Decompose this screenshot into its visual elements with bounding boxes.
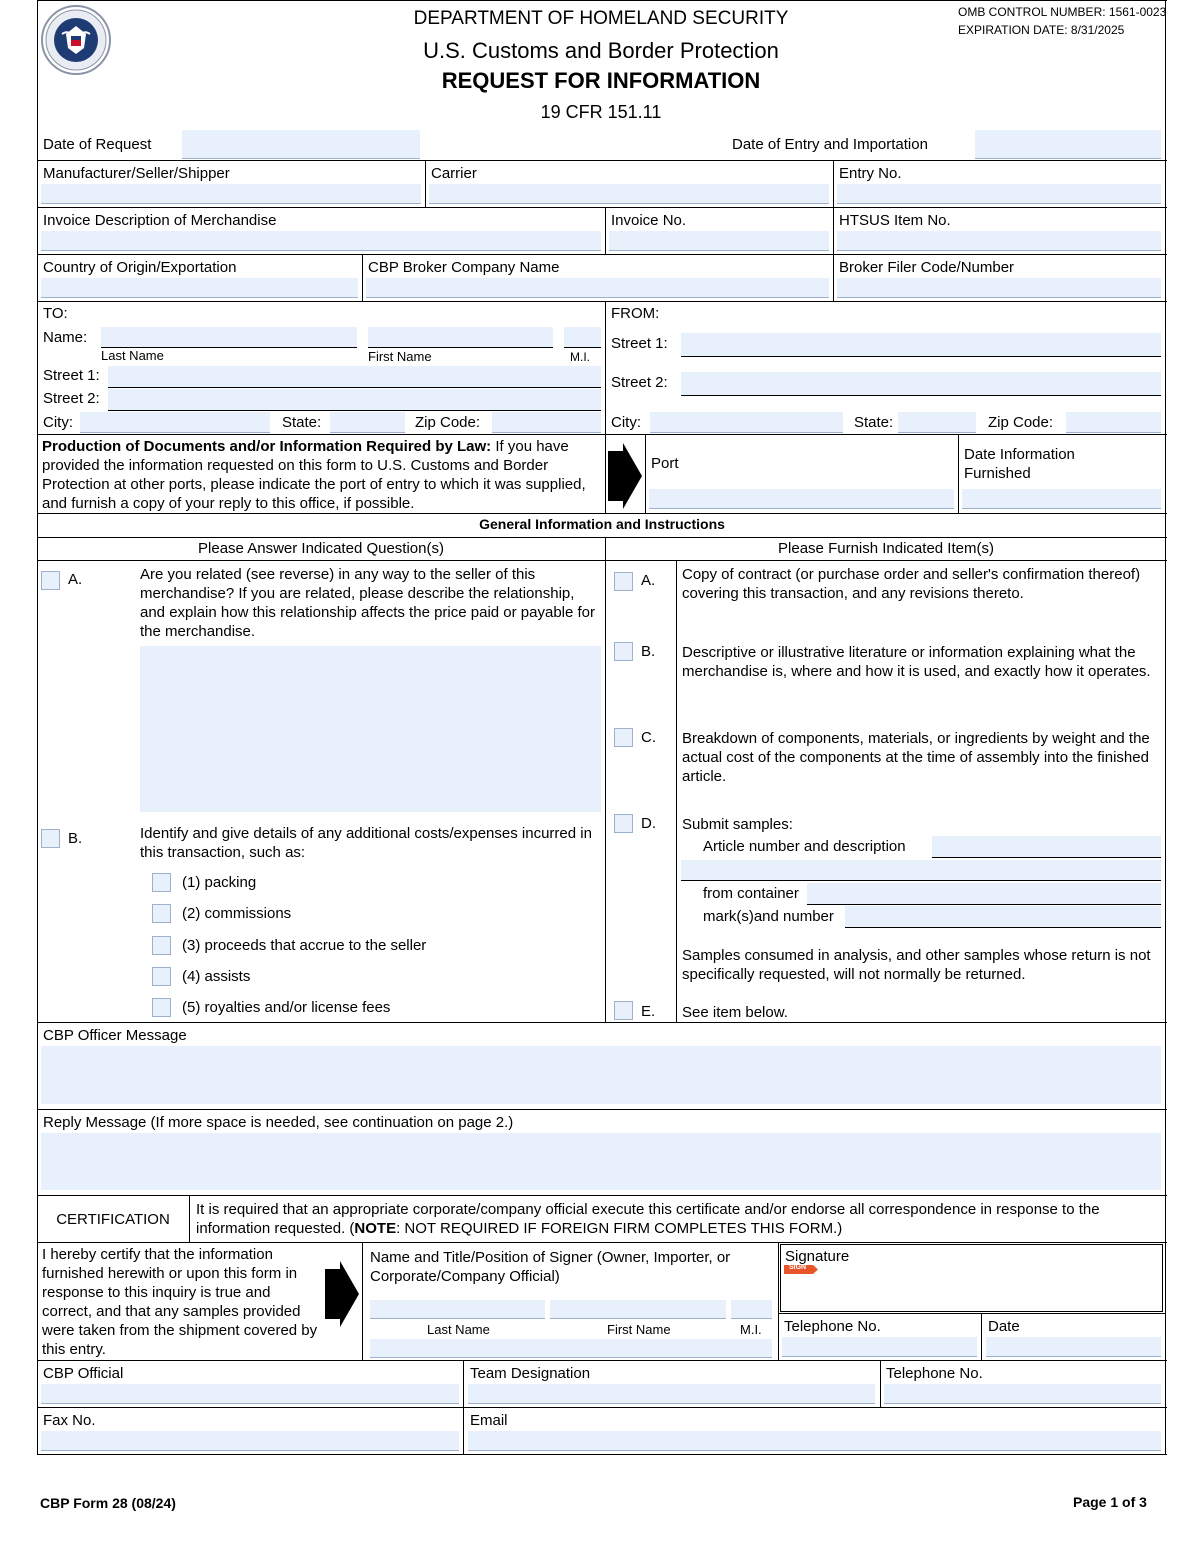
rule	[37, 1242, 1167, 1243]
rule	[605, 207, 606, 254]
form-number: CBP Form 28 (08/24)	[40, 1495, 176, 1511]
rule	[676, 560, 677, 1022]
invoice-no-field[interactable]	[609, 231, 829, 251]
marks-label: mark(s)and number	[703, 908, 834, 925]
item-d-text: Submit samples:	[682, 816, 793, 833]
entry-no-field[interactable]	[837, 184, 1161, 204]
rule	[37, 560, 1167, 561]
sign-flag-text: SIGN	[789, 1264, 807, 1271]
email-field[interactable]	[468, 1431, 1161, 1451]
item-c-letter: C.	[641, 729, 656, 746]
fax-label: Fax No.	[43, 1412, 96, 1429]
to-first-name-field[interactable]	[368, 327, 553, 348]
signer-date-label: Date	[988, 1318, 1020, 1335]
from-city-field[interactable]	[650, 412, 843, 433]
country-field[interactable]	[41, 278, 358, 298]
from-city-label: City:	[611, 414, 641, 431]
frame-right	[1165, 0, 1166, 1455]
rule	[605, 537, 606, 1022]
arrow-right-icon	[607, 443, 643, 509]
rule	[362, 1242, 363, 1360]
from-street2-label: Street 2:	[611, 374, 668, 391]
question-b-letter: B.	[68, 830, 83, 847]
to-name-label: Name:	[43, 329, 88, 346]
team-designation-field[interactable]	[468, 1384, 875, 1404]
date-furnished-field[interactable]	[962, 489, 1161, 509]
question-a-answer-field[interactable]	[140, 646, 601, 812]
from-zip-label: Zip Code:	[988, 414, 1054, 431]
certification-note: NOTE	[354, 1220, 397, 1237]
royalties-label: (5) royalties and/or license fees	[182, 999, 391, 1016]
rule	[778, 1242, 779, 1360]
packing-label: (1) packing	[182, 874, 257, 891]
from-state-field[interactable]	[898, 412, 976, 433]
item-c-checkbox[interactable]	[614, 728, 633, 747]
htsus-label: HTSUS Item No.	[839, 212, 951, 229]
to-first-name-caption: First Name	[368, 349, 432, 364]
question-b-checkbox[interactable]	[41, 829, 60, 848]
container-field[interactable]	[807, 883, 1161, 905]
email-label: Email	[470, 1412, 508, 1429]
date-furnished-label: Date Information Furnished	[964, 446, 1075, 482]
to-city-field[interactable]	[80, 412, 270, 433]
proceeds-label: (3) proceeds that accrue to the seller	[182, 937, 427, 954]
rule	[463, 1360, 464, 1455]
entry-no-label: Entry No.	[839, 165, 902, 182]
rule	[880, 1360, 881, 1407]
to-zip-label: Zip Code:	[415, 414, 481, 431]
article-field[interactable]	[932, 836, 1161, 858]
item-a-text: Copy of contract (or purchase order and seller's confirmation thereof) covering this transaction, and any revisions thereto.	[682, 566, 1141, 602]
to-city-label: City:	[43, 414, 73, 431]
production-notice-bold: Production of Documents and/or Information Required by Law:	[42, 438, 492, 455]
from-street1-label: Street 1:	[611, 335, 668, 352]
signer-title-field[interactable]	[370, 1339, 772, 1358]
cbp-official-field[interactable]	[41, 1384, 459, 1404]
bureau-name: U.S. Customs and Border Protection	[423, 38, 779, 63]
to-state-field[interactable]	[330, 412, 405, 433]
carrier-label: Carrier	[431, 165, 477, 182]
expiration-date: EXPIRATION DATE: 8/31/2025	[958, 23, 1125, 37]
agency-name: DEPARTMENT OF HOMELAND SECURITY	[413, 8, 789, 29]
item-b-letter: B.	[641, 643, 656, 660]
from-zip-field[interactable]	[1066, 412, 1161, 433]
item-a-letter: A.	[641, 572, 656, 589]
rule	[37, 1022, 1167, 1023]
rule	[778, 1313, 1165, 1314]
rule	[37, 434, 1167, 435]
signer-last-name-field[interactable]	[370, 1300, 545, 1319]
packing-checkbox[interactable]	[152, 873, 171, 892]
to-state-label: State:	[282, 414, 322, 431]
rule	[37, 537, 1167, 538]
item-a-checkbox[interactable]	[614, 572, 633, 591]
carrier-field[interactable]	[429, 184, 829, 204]
port-field[interactable]	[649, 489, 954, 509]
proceeds-checkbox[interactable]	[152, 936, 171, 955]
arrow-right-icon	[324, 1261, 360, 1327]
production-notice	[42, 437, 602, 513]
signature-box[interactable]	[780, 1244, 1163, 1312]
item-d-letter: D.	[641, 815, 656, 832]
to-mi-field[interactable]	[564, 327, 601, 348]
question-a-checkbox[interactable]	[41, 571, 60, 590]
article-label: Article number and description	[703, 838, 906, 855]
invoice-no-label: Invoice No.	[611, 212, 687, 229]
article-field-line2[interactable]	[681, 860, 1161, 881]
assists-label: (4) assists	[182, 968, 251, 985]
manufacturer-field[interactable]	[41, 184, 421, 204]
assists-checkbox[interactable]	[152, 967, 171, 986]
questions-heading: Please Answer Indicated Question(s)	[198, 540, 444, 557]
cbp-telephone-label: Telephone No.	[886, 1365, 983, 1382]
rule	[833, 160, 834, 301]
invoice-description-field[interactable]	[41, 231, 601, 251]
reply-message-label: Reply Message (If more space is needed, see continuation on page 2.)	[43, 1114, 514, 1131]
signer-first-name-caption: First Name	[607, 1322, 671, 1337]
rule	[37, 207, 1167, 208]
certification-text-pre: It is required that an appropriate corporate/company official execute this certificate and/or endorse all correspondence in response to the information requested. (	[196, 1201, 1100, 1237]
item-b-text: Descriptive or illustrative literature or information explaining what the merchandise is, where and how it is used, and exactly how it operates.	[682, 644, 1151, 680]
rule	[425, 160, 426, 207]
officer-message-label: CBP Officer Message	[43, 1027, 187, 1044]
certification-label: CERTIFICATION	[56, 1211, 170, 1228]
to-mi-caption: M.I.	[570, 350, 590, 364]
cfr-citation: 19 CFR 151.11	[540, 102, 662, 122]
item-e-letter: E.	[641, 1003, 656, 1020]
port-label: Port	[651, 455, 679, 472]
to-heading: TO:	[43, 305, 68, 322]
cbp-official-label: CBP Official	[43, 1365, 124, 1382]
question-a-letter: A.	[68, 571, 83, 588]
marks-field[interactable]	[845, 906, 1161, 928]
question-a-text: Are you related (see reverse) in any way to the seller of this merchandise? If you are related, please describe the relationship, and explain how this relationship affects the price paid or payable for the merchandise.	[140, 566, 596, 640]
date-of-entry-field[interactable]	[975, 130, 1161, 159]
signer-mi-field[interactable]	[731, 1300, 772, 1319]
to-last-name-field[interactable]	[101, 327, 357, 348]
cbp-telephone-field[interactable]	[884, 1384, 1161, 1404]
rule	[37, 1109, 1167, 1110]
to-street1-field[interactable]	[108, 366, 601, 388]
rule	[37, 1360, 1167, 1361]
broker-company-field[interactable]	[366, 278, 829, 298]
signer-label: Name and Title/Position of Signer (Owner, Importer, or Corporate/Company Official)	[370, 1249, 731, 1285]
royalties-checkbox[interactable]	[152, 998, 171, 1017]
manufacturer-label: Manufacturer/Seller/Shipper	[43, 165, 230, 182]
page-title: REQUEST FOR INFORMATION	[441, 68, 761, 93]
commissions-checkbox[interactable]	[152, 904, 171, 923]
frame-left	[37, 0, 38, 1455]
signer-first-name-field[interactable]	[550, 1300, 726, 1319]
from-heading: FROM:	[611, 305, 660, 322]
rule	[37, 1407, 1167, 1408]
item-c-text: Breakdown of components, materials, or ingredients by weight and the actual cost of the components at the time of assembly into the finished article.	[682, 730, 1150, 785]
rule	[645, 434, 646, 513]
rule	[189, 1195, 190, 1242]
invoice-description-label: Invoice Description of Merchandise	[43, 212, 277, 229]
items-heading: Please Furnish Indicated Item(s)	[778, 540, 994, 557]
signer-telephone-field[interactable]	[782, 1337, 977, 1357]
team-designation-label: Team Designation	[470, 1365, 591, 1382]
dhs-cbp-seal-icon	[40, 4, 112, 76]
from-street2-field[interactable]	[681, 372, 1161, 396]
date-of-request-field[interactable]	[182, 130, 420, 159]
container-label: from container	[703, 885, 799, 902]
item-d-checkbox[interactable]	[614, 814, 633, 833]
page-number: Page 1 of 3	[1073, 1494, 1147, 1510]
certify-statement: I hereby certify that the information furnished herewith or upon this form in response to this inquiry is true and correct, and that any samples provided were taken from the shipment covered by this entry.	[42, 1246, 318, 1358]
production-notice-text: If you have provided the information requested on this form to U.S. Customs and Border Protection at other ports, please indicate the port of entry to which it was supplied, and furnish a copy of your reply to this office, if possible.	[42, 438, 586, 512]
reply-message-field[interactable]	[41, 1133, 1161, 1190]
to-last-name-caption: Last Name	[101, 348, 164, 363]
signer-last-name-caption: Last Name	[427, 1322, 490, 1337]
frame-top	[37, 0, 1167, 1]
from-street1-field[interactable]	[681, 333, 1161, 357]
from-state-label: State:	[854, 414, 894, 431]
question-b-text: Identify and give details of any additional costs/expenses incurred in this transaction, such as:	[140, 825, 592, 861]
signer-date-field[interactable]	[986, 1337, 1161, 1357]
certification-text	[196, 1200, 1162, 1238]
rule	[37, 254, 1167, 255]
rule	[37, 160, 1167, 161]
samples-note: Samples consumed in analysis, and other samples whose return is not specifically requested, will not normally be returned.	[682, 947, 1151, 983]
item-e-text: See item below.	[682, 1004, 788, 1021]
commissions-label: (2) commissions	[182, 905, 292, 922]
signature-label: Signature	[785, 1248, 850, 1265]
rule	[958, 434, 959, 513]
broker-filer-label: Broker Filer Code/Number	[839, 259, 1015, 276]
to-street2-field[interactable]	[108, 389, 601, 411]
general-heading: General Information and Instructions	[479, 516, 725, 532]
rule	[605, 301, 606, 513]
fax-field[interactable]	[41, 1431, 459, 1451]
date-of-entry-label: Date of Entry and Importation	[732, 136, 928, 153]
omb-control-number: OMB CONTROL NUMBER: 1561-0023	[958, 5, 1167, 19]
signer-telephone-label: Telephone No.	[784, 1318, 881, 1335]
rule	[37, 301, 1167, 302]
rule	[37, 513, 1167, 514]
to-zip-field[interactable]	[492, 412, 601, 433]
broker-company-label: CBP Broker Company Name	[368, 259, 560, 276]
item-b-checkbox[interactable]	[614, 642, 633, 661]
to-street1-label: Street 1:	[43, 367, 100, 384]
frame-bottom	[37, 1454, 1167, 1455]
broker-filer-field[interactable]	[837, 278, 1161, 298]
certification-text-post: : NOT REQUIRED IF FOREIGN FIRM COMPLETES THIS FORM.)	[396, 1220, 843, 1237]
item-e-checkbox[interactable]	[614, 1001, 633, 1020]
date-of-request-label: Date of Request	[43, 136, 152, 153]
rule	[981, 1313, 982, 1360]
to-street2-label: Street 2:	[43, 390, 100, 407]
htsus-field[interactable]	[837, 231, 1161, 251]
country-label: Country of Origin/Exportation	[43, 259, 237, 276]
rule	[37, 1195, 1167, 1196]
signer-mi-caption: M.I.	[740, 1322, 762, 1337]
rule	[362, 254, 363, 301]
officer-message-field[interactable]	[41, 1046, 1161, 1104]
